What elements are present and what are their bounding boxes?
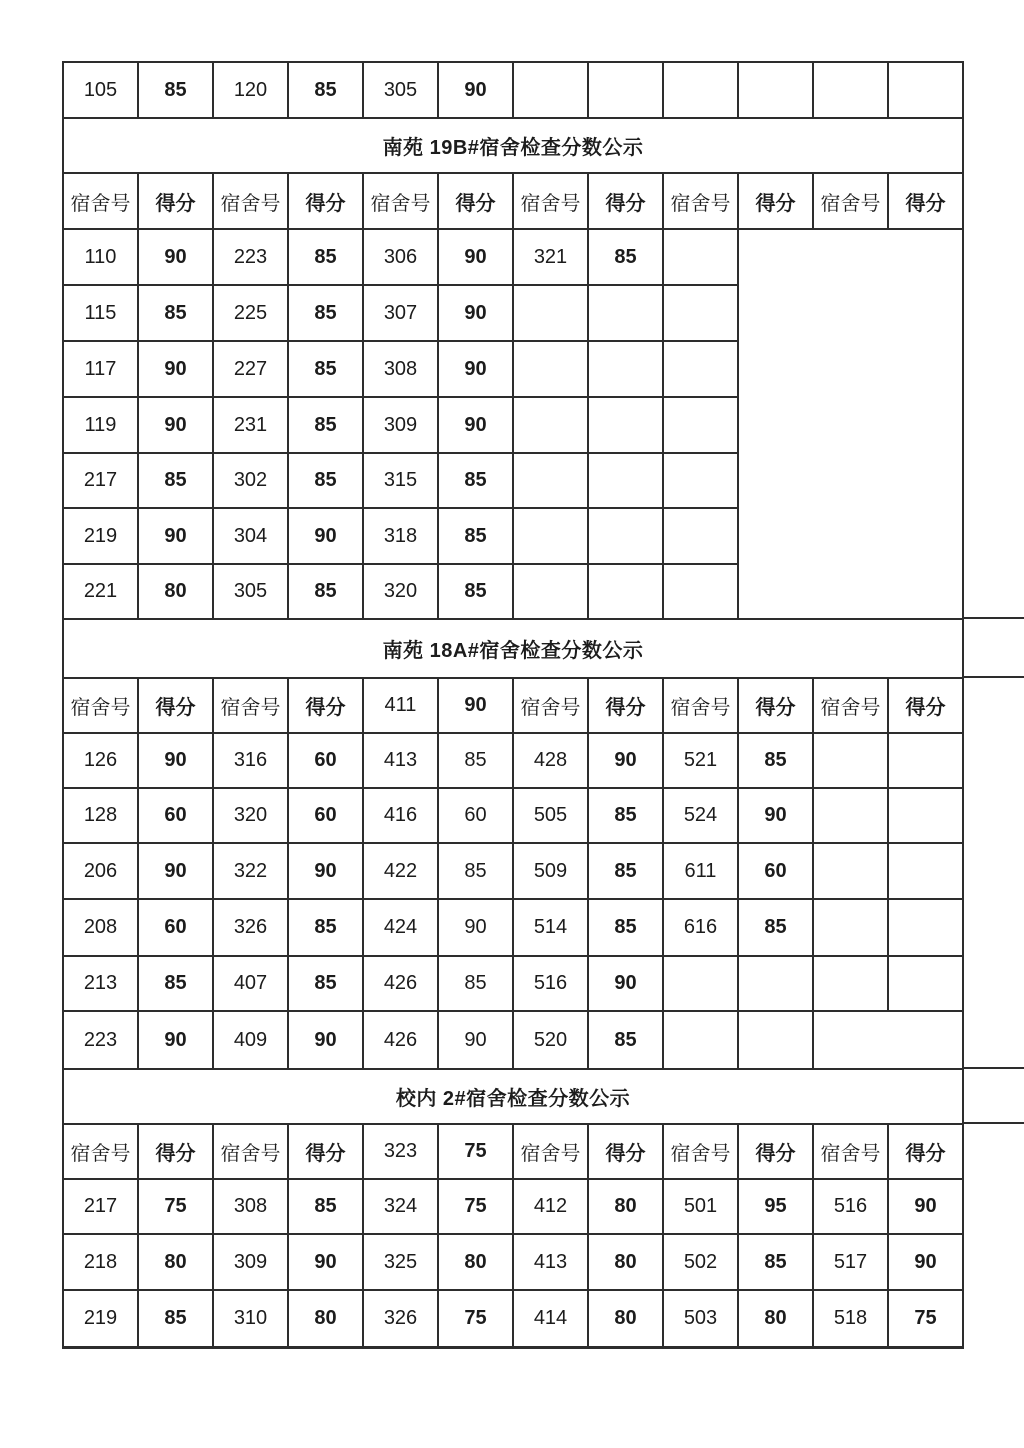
cell: 85: [288, 229, 363, 285]
cell: 521: [663, 733, 738, 788]
cell: 231: [213, 397, 288, 453]
cell: 90: [138, 843, 213, 899]
cell: 110: [63, 229, 138, 285]
empty-cell: [513, 341, 588, 397]
cell: 85: [138, 62, 213, 118]
cell: 85: [288, 453, 363, 508]
empty-cell: [513, 285, 588, 341]
cell: 117: [63, 341, 138, 397]
cell: 80: [738, 1290, 813, 1347]
cell: 60: [438, 788, 513, 843]
cell: 120: [213, 62, 288, 118]
empty-cell: [888, 843, 963, 899]
header-cell: 宿舍号: [513, 1124, 588, 1179]
header-cell: 宿舍号: [213, 678, 288, 733]
cell: 85: [738, 733, 813, 788]
cell: 90: [288, 843, 363, 899]
cell: 225: [213, 285, 288, 341]
cell: 60: [288, 733, 363, 788]
cell: 85: [738, 1234, 813, 1290]
cell: 305: [213, 564, 288, 619]
cell: 90: [138, 1011, 213, 1069]
cell: 90: [288, 508, 363, 564]
cell: 85: [588, 229, 663, 285]
cell: 85: [138, 956, 213, 1011]
table-row: [63, 899, 963, 956]
cell: 85: [288, 62, 363, 118]
header-row: [63, 678, 963, 733]
empty-cell: [663, 508, 738, 564]
cell: 616: [663, 899, 738, 956]
cell: 60: [138, 788, 213, 843]
cell: 309: [213, 1234, 288, 1290]
cell: 85: [288, 341, 363, 397]
cell: 518: [813, 1290, 888, 1347]
cell: 509: [513, 843, 588, 899]
table-row: [63, 62, 963, 118]
empty-cell: [513, 62, 588, 118]
cell: 520: [513, 1011, 588, 1069]
cell: 503: [663, 1290, 738, 1347]
cell: 323: [363, 1124, 438, 1179]
cell: 309: [363, 397, 438, 453]
header-cell: 得分: [888, 173, 963, 229]
cell: 302: [213, 453, 288, 508]
cell: 516: [813, 1179, 888, 1234]
empty-cell: [588, 508, 663, 564]
empty-cell: [663, 341, 738, 397]
cell: 208: [63, 899, 138, 956]
empty-cell: [588, 397, 663, 453]
cell: 426: [363, 1011, 438, 1069]
empty-cell: [513, 564, 588, 619]
cell: 218: [63, 1234, 138, 1290]
cell: 219: [63, 1290, 138, 1347]
empty-cell: [888, 788, 963, 843]
table-row: [63, 956, 963, 1011]
header-cell: 得分: [588, 678, 663, 733]
title-row-border-fragment: [962, 617, 1024, 619]
section-title-row: [63, 1069, 963, 1124]
cell: 85: [288, 285, 363, 341]
empty-cell: [588, 285, 663, 341]
cell: 221: [63, 564, 138, 619]
section-title-row: [63, 619, 963, 678]
empty-cell: [813, 899, 888, 956]
table-row: [63, 1179, 963, 1234]
cell: 307: [363, 285, 438, 341]
empty-cell: [588, 564, 663, 619]
empty-cell: [738, 1011, 813, 1069]
table-row: [63, 843, 963, 899]
table-row: [63, 229, 963, 285]
cell: 80: [588, 1234, 663, 1290]
table-row: [63, 733, 963, 788]
cell: 85: [288, 899, 363, 956]
cell: 413: [513, 1234, 588, 1290]
cell: 90: [438, 397, 513, 453]
header-cell: 得分: [288, 678, 363, 733]
cell: 90: [738, 788, 813, 843]
header-cell: 宿舍号: [813, 678, 888, 733]
cell: 324: [363, 1179, 438, 1234]
cell: 128: [63, 788, 138, 843]
cell: 316: [213, 733, 288, 788]
header-row: [63, 1124, 963, 1179]
cell: 409: [213, 1011, 288, 1069]
empty-cell: [888, 899, 963, 956]
cell: 416: [363, 788, 438, 843]
table-row: [63, 1234, 963, 1290]
cell: 206: [63, 843, 138, 899]
header-cell: 宿舍号: [63, 1124, 138, 1179]
empty-cell: [888, 733, 963, 788]
header-cell: 得分: [288, 1124, 363, 1179]
cell: 412: [513, 1179, 588, 1234]
cell: 105: [63, 62, 138, 118]
cell: 326: [213, 899, 288, 956]
cell: 90: [438, 229, 513, 285]
cell: 90: [138, 341, 213, 397]
cell: 85: [288, 397, 363, 453]
header-cell: 宿舍号: [513, 678, 588, 733]
cell: 318: [363, 508, 438, 564]
empty-cell: [663, 285, 738, 341]
empty-cell: [663, 1011, 738, 1069]
cell: 85: [438, 733, 513, 788]
cell: 407: [213, 956, 288, 1011]
section-title: 南苑 18A#宿舍检查分数公示: [63, 619, 963, 678]
cell: 213: [63, 956, 138, 1011]
cell: 75: [138, 1179, 213, 1234]
table-row: [63, 788, 963, 843]
cell: 90: [138, 508, 213, 564]
cell: 502: [663, 1234, 738, 1290]
empty-cell: [813, 62, 888, 118]
cell: 85: [138, 453, 213, 508]
header-cell: 得分: [288, 173, 363, 229]
cell: 80: [288, 1290, 363, 1347]
cell: 60: [138, 899, 213, 956]
cell: 85: [588, 1011, 663, 1069]
cell: 90: [438, 62, 513, 118]
empty-cell: [663, 62, 738, 118]
cell: 60: [738, 843, 813, 899]
cell: 90: [438, 899, 513, 956]
cell: 90: [288, 1011, 363, 1069]
cell: 322: [213, 843, 288, 899]
empty-cell: [663, 564, 738, 619]
header-cell: 得分: [738, 1124, 813, 1179]
cell: 413: [363, 733, 438, 788]
cell: 217: [63, 453, 138, 508]
cell: 90: [588, 733, 663, 788]
header-cell: 宿舍号: [63, 678, 138, 733]
cell: 90: [438, 678, 513, 733]
empty-cell: [588, 341, 663, 397]
empty-cell: [513, 453, 588, 508]
cell: 223: [63, 1011, 138, 1069]
cell: 501: [663, 1179, 738, 1234]
header-cell: 得分: [138, 173, 213, 229]
cell: 85: [138, 1290, 213, 1347]
cell: 305: [363, 62, 438, 118]
cell: 85: [588, 788, 663, 843]
header-cell: 宿舍号: [663, 173, 738, 229]
cell: 85: [738, 899, 813, 956]
cell: 306: [363, 229, 438, 285]
header-cell: 宿舍号: [813, 173, 888, 229]
empty-cell: [663, 397, 738, 453]
header-cell: 得分: [588, 1124, 663, 1179]
cell: 90: [438, 1011, 513, 1069]
cell: 90: [438, 285, 513, 341]
header-cell: 宿舍号: [213, 173, 288, 229]
cell: 80: [588, 1290, 663, 1347]
header-cell: 宿舍号: [213, 1124, 288, 1179]
cell: 90: [588, 956, 663, 1011]
empty-cell: [813, 733, 888, 788]
cell: 219: [63, 508, 138, 564]
empty-cell: [663, 229, 738, 285]
empty-cell: [813, 788, 888, 843]
empty-cell: [513, 397, 588, 453]
empty-cell: [588, 62, 663, 118]
cell: 90: [438, 341, 513, 397]
cell: 325: [363, 1234, 438, 1290]
header-cell: 宿舍号: [663, 1124, 738, 1179]
cell: 115: [63, 285, 138, 341]
header-cell: 得分: [888, 678, 963, 733]
cell: 517: [813, 1234, 888, 1290]
empty-cell: [813, 843, 888, 899]
cell: 85: [138, 285, 213, 341]
cell: 304: [213, 508, 288, 564]
empty-cell: [888, 956, 963, 1011]
table-row: [63, 1011, 963, 1069]
cell: 320: [213, 788, 288, 843]
cell: 308: [363, 341, 438, 397]
cell: 90: [138, 397, 213, 453]
empty-cell: [513, 508, 588, 564]
cell: 80: [138, 564, 213, 619]
cell: 516: [513, 956, 588, 1011]
header-cell: 得分: [738, 173, 813, 229]
empty-cell: [738, 229, 963, 619]
title-row-border-fragment: [962, 1067, 1024, 1069]
cell: 308: [213, 1179, 288, 1234]
header-cell: 得分: [138, 1124, 213, 1179]
cell: 85: [438, 508, 513, 564]
cell: 85: [588, 843, 663, 899]
dorm-scores-table: [62, 61, 964, 1349]
empty-cell: [588, 453, 663, 508]
cell: 90: [888, 1179, 963, 1234]
cell: 126: [63, 733, 138, 788]
cell: 75: [438, 1290, 513, 1347]
header-cell: 得分: [888, 1124, 963, 1179]
cell: 95: [738, 1179, 813, 1234]
empty-cell: [663, 956, 738, 1011]
cell: 75: [438, 1124, 513, 1179]
cell: 85: [438, 453, 513, 508]
cell: 80: [438, 1234, 513, 1290]
empty-cell: [888, 62, 963, 118]
cell: 320: [363, 564, 438, 619]
cell: 85: [288, 564, 363, 619]
cell: 85: [288, 956, 363, 1011]
header-row: [63, 173, 963, 229]
cell: 119: [63, 397, 138, 453]
header-cell: 得分: [438, 173, 513, 229]
cell: 321: [513, 229, 588, 285]
cell: 80: [588, 1179, 663, 1234]
cell: 524: [663, 788, 738, 843]
header-cell: 宿舍号: [513, 173, 588, 229]
header-cell: 宿舍号: [363, 173, 438, 229]
cell: 428: [513, 733, 588, 788]
cell: 227: [213, 341, 288, 397]
cell: 422: [363, 843, 438, 899]
cell: 411: [363, 678, 438, 733]
cell: 85: [438, 564, 513, 619]
cell: 223: [213, 229, 288, 285]
cell: 80: [138, 1234, 213, 1290]
cell: 315: [363, 453, 438, 508]
cell: 611: [663, 843, 738, 899]
cell: 326: [363, 1290, 438, 1347]
cell: 85: [588, 899, 663, 956]
header-cell: 得分: [588, 173, 663, 229]
cell: 426: [363, 956, 438, 1011]
section-title: 南苑 19B#宿舍检查分数公示: [63, 118, 963, 173]
cell: 310: [213, 1290, 288, 1347]
empty-cell: [738, 956, 813, 1011]
cell: 414: [513, 1290, 588, 1347]
cell: 90: [138, 733, 213, 788]
header-cell: 得分: [738, 678, 813, 733]
empty-cell: [813, 1011, 963, 1069]
cell: 514: [513, 899, 588, 956]
cell: 90: [288, 1234, 363, 1290]
cell: 75: [888, 1290, 963, 1347]
cell: 505: [513, 788, 588, 843]
header-cell: 宿舍号: [663, 678, 738, 733]
cell: 85: [288, 1179, 363, 1234]
header-cell: 宿舍号: [813, 1124, 888, 1179]
cell: 75: [438, 1179, 513, 1234]
empty-cell: [738, 62, 813, 118]
cell: 85: [438, 956, 513, 1011]
title-row-border-fragment: [962, 1122, 1024, 1124]
section-title: 校内 2#宿舍检查分数公示: [63, 1069, 963, 1124]
cell: 90: [888, 1234, 963, 1290]
section-title-row: [63, 118, 963, 173]
empty-cell: [813, 956, 888, 1011]
table-row: [63, 1290, 963, 1347]
empty-cell: [663, 453, 738, 508]
cell: 424: [363, 899, 438, 956]
cell: 90: [138, 229, 213, 285]
header-cell: 宿舍号: [63, 173, 138, 229]
cell: 60: [288, 788, 363, 843]
title-row-border-fragment: [962, 676, 1024, 678]
header-cell: 得分: [138, 678, 213, 733]
cell: 85: [438, 843, 513, 899]
cell: 217: [63, 1179, 138, 1234]
